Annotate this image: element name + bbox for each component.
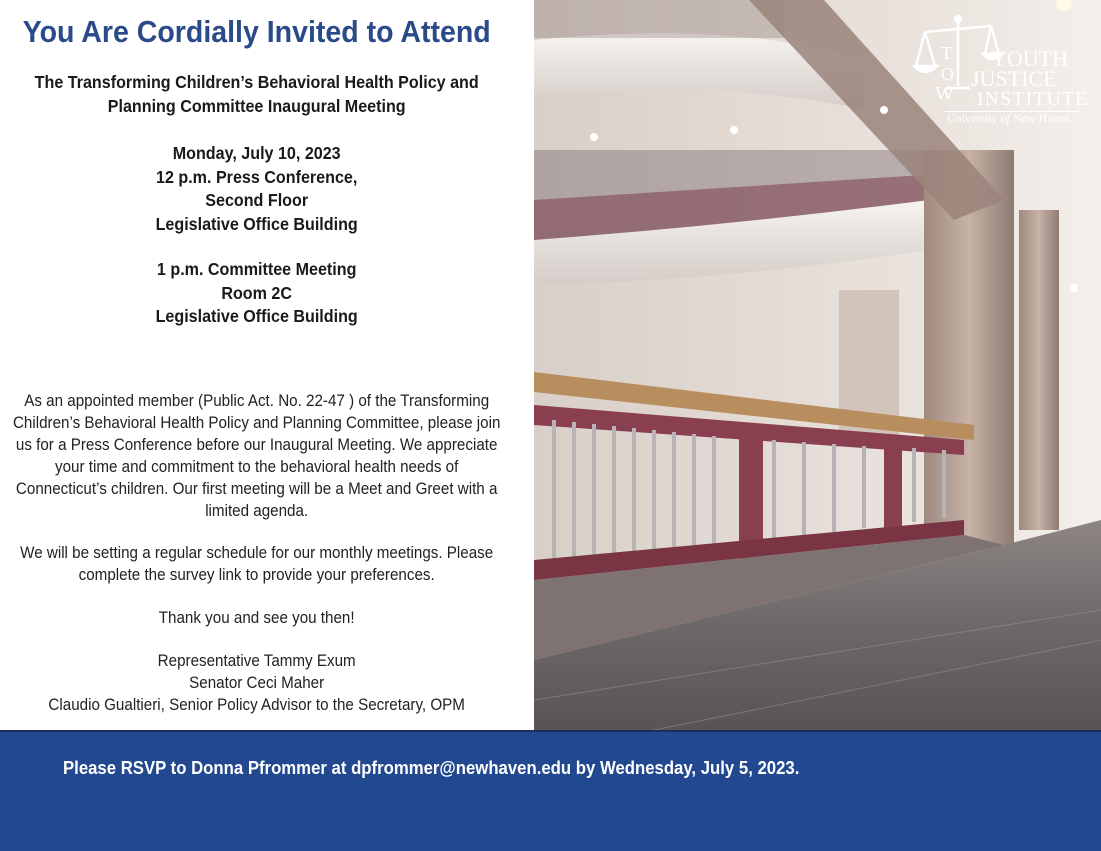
event-date: Monday, July 10, 2023 xyxy=(172,143,341,163)
meeting-room: Room 2C xyxy=(221,282,293,303)
paragraph-line: Connecticut’s children. Our first meeting will be a Meet and Greet with a xyxy=(15,480,498,498)
logo-subtitle-of: of xyxy=(1000,111,1011,125)
logo-line-justice: JUSTICE xyxy=(971,66,1057,91)
building-interior-photo xyxy=(534,0,1101,730)
event-name xyxy=(0,71,513,118)
paragraph-line: Children’s Behavioral Health Policy and Planning Committee, please join xyxy=(12,414,501,432)
meeting-time: 1 p.m. Committee Meeting xyxy=(156,259,357,279)
press-conference-details xyxy=(0,142,513,236)
logo-subtitle xyxy=(947,111,1070,126)
logo-subtitle-pre: University xyxy=(947,111,1001,125)
invitation-panel xyxy=(0,0,534,730)
paragraph-line: We will be setting a regular schedule for our monthly meetings. Please xyxy=(20,544,494,562)
invitation-paragraph-2 xyxy=(0,542,513,586)
committee-meeting-details xyxy=(0,258,513,329)
paragraph-line: limited agenda. xyxy=(205,502,309,520)
paragraph-line: us for a Press Conference before our Inaugural Meeting. We appreciate xyxy=(15,436,498,454)
paragraph-line: As an appointed member (Public Act. No. 22-47 ) of the Transforming xyxy=(24,392,490,410)
youth-justice-institute-logo xyxy=(913,14,1089,126)
logo-line-institute: INSTITUTE xyxy=(977,88,1089,110)
press-time: 12 p.m. Press Conference, xyxy=(155,166,358,187)
invitation-heading: You Are Cordially Invited to Attend xyxy=(22,14,491,49)
signer-3: Claudio Gualtieri, Senior Policy Advisor to the Secretary, OPM xyxy=(48,696,465,714)
signer-2: Senator Ceci Maher xyxy=(189,674,325,692)
press-building: Legislative Office Building xyxy=(155,213,358,234)
invitation-paragraph-1 xyxy=(0,390,513,522)
svg-text:O: O xyxy=(941,64,954,84)
svg-text:T: T xyxy=(941,43,952,63)
svg-text:W: W xyxy=(935,83,954,99)
signers xyxy=(0,650,513,716)
event-name-line-1: The Transforming Children’s Behavioral Health Policy and xyxy=(34,72,479,92)
rsvp-footer xyxy=(0,730,1101,851)
paragraph-line: your time and commitment to the behavioral health needs of xyxy=(54,458,459,476)
meeting-building: Legislative Office Building xyxy=(155,306,358,326)
signer-1: Representative Tammy Exum xyxy=(157,652,356,670)
rsvp-text: Please RSVP to Donna Pfrommer at dpfrommer@newhaven.edu by Wednesday, July 5, 2023. xyxy=(63,758,800,778)
thank-you-line: Thank you and see you then! xyxy=(158,609,355,627)
press-floor: Second Floor xyxy=(205,190,309,210)
logo-line-youth: YOUTH xyxy=(991,46,1068,71)
logo-subtitle-post: New Haven xyxy=(1010,111,1070,125)
paragraph-line: complete the survey link to provide your preferences. xyxy=(78,566,435,584)
event-name-line-2: Planning Committee Inaugural Meeting xyxy=(107,95,406,116)
